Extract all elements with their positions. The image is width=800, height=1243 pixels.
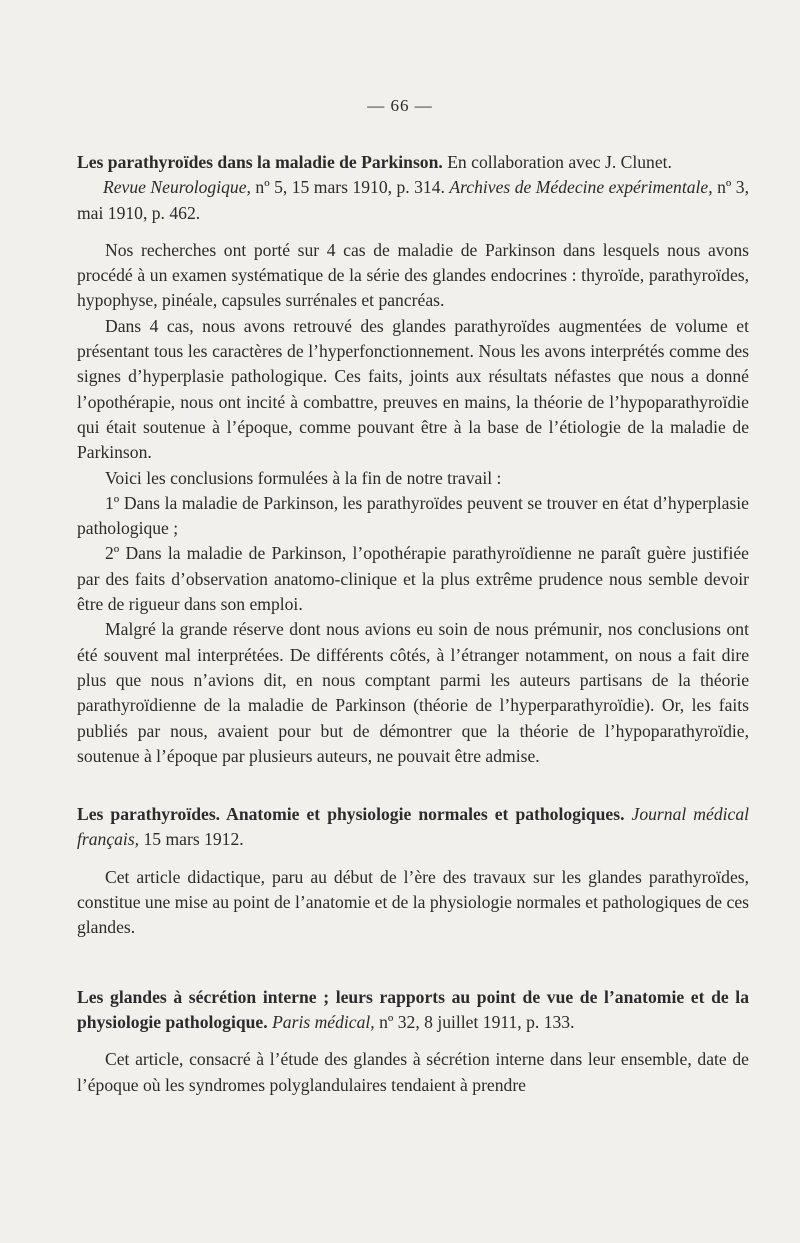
entry-heading xyxy=(77,802,749,853)
paragraph: 1º Dans la maladie de Parkinson, les parathyroïdes peuvent se trouver en état d’hyperplasie pathologique ; xyxy=(77,492,749,539)
entry-collaboration: En collaboration avec J. Clunet. xyxy=(447,152,672,172)
bibliography-entry xyxy=(77,985,749,1098)
journal-name: Revue Neurologique, xyxy=(103,177,251,198)
paragraph: 2º Dans la maladie de Parkinson, l’opothérapie parathyroïdienne ne paraît guère justifiée par des faits d’observation anatomo-clinique et la plus extrême prudence nous semble devoir être de rigueur dans son emploi. xyxy=(77,543,749,615)
entry-title: Les parathyroïdes. Anatomie et physiologie normales et pathologiques. xyxy=(77,804,625,825)
journal-issue: nº 32, 8 juillet 1911, p. 133. xyxy=(379,1011,575,1032)
paragraph: Cet article, consacré à l’étude des glandes à sécrétion interne dans leur ensemble, date de l’époque où les syndromes polyglandulaires tendaient à prendre xyxy=(77,1049,749,1095)
bibliography-entry xyxy=(77,150,749,769)
journal-issue: 15 mars 1912. xyxy=(143,829,244,850)
journal-issue: nº 5, 15 mars 1910, p. 314. xyxy=(255,177,445,198)
journal-name: Paris médical, xyxy=(272,1011,375,1032)
journal-name: Archives de Médecine expérimentale, xyxy=(449,177,713,198)
entry-reference xyxy=(77,177,749,222)
journal-issue: nº 3, mai 1910, p. 462. xyxy=(77,177,749,223)
page-number: — 66 — xyxy=(367,96,433,115)
entry-heading xyxy=(77,150,749,226)
paragraph: Voici les conclusions formulées à la fin de notre travail : xyxy=(105,467,502,488)
paragraph: Cet article didactique, paru au début de l’ère des travaux sur les glandes parathyroïdes, constitue une mise au point de l’anatomie et de la physiologie normales et pathologiques de ces glandes. xyxy=(77,866,749,938)
entry-title: Les glandes à sécrétion interne ; leurs rapports au point de vue de l’anatomie et de la physiologie pathologique. xyxy=(77,986,749,1032)
page-content xyxy=(77,150,749,1098)
entry-title: Les parathyroïdes dans la maladie de Parkinson. xyxy=(77,152,443,172)
paragraph: Malgré la grande réserve dont nous avions eu soin de nous prémunir, nos conclusions ont été souvent mal interprétées. De différents côtés, à l’étranger notamment, on nous a fait dire plus que nous n’avions dit, en nous comptant parmi les auteurs partisans de la théorie parathyroïdienne de la maladie de Parkinson (théorie de l’hyperparathyroïdie). Or, les faits publiés par nous, avaient pour but de démontrer que la théorie de l’hypoparathyroïdie, soutenue à l’époque par plusieurs auteurs, ne pouvait être admise. xyxy=(77,619,749,766)
paragraph: Nos recherches ont porté sur 4 cas de maladie de Parkinson dans lesquels nous avons procédé à un examen systématique de la série des glandes endocrines : thyroïde, parathyroïdes, hypophyse, pinéale, capsules surrénales et pancréas. xyxy=(77,239,749,311)
journal-name: Journal médical français, xyxy=(77,804,749,850)
bibliography-entry xyxy=(77,802,749,940)
entry-heading xyxy=(77,985,749,1036)
paragraph: Dans 4 cas, nous avons retrouvé des glandes parathyroïdes augmentées de volume et présentant tous les caractères de l’hyperfonctionnement. Nous les avons interprétés comme des signes d’hyperplasie pathologique. Ces faits, joints aux résultats néfastes que nous a donné l’opothérapie, nous ont incité à combattre, preuves en mains, la théorie de l’hypoparathyroïdie qui était soutenue à l’époque, comme pouvant être à la base de l’étiologie de la maladie de Parkinson. xyxy=(77,315,749,463)
